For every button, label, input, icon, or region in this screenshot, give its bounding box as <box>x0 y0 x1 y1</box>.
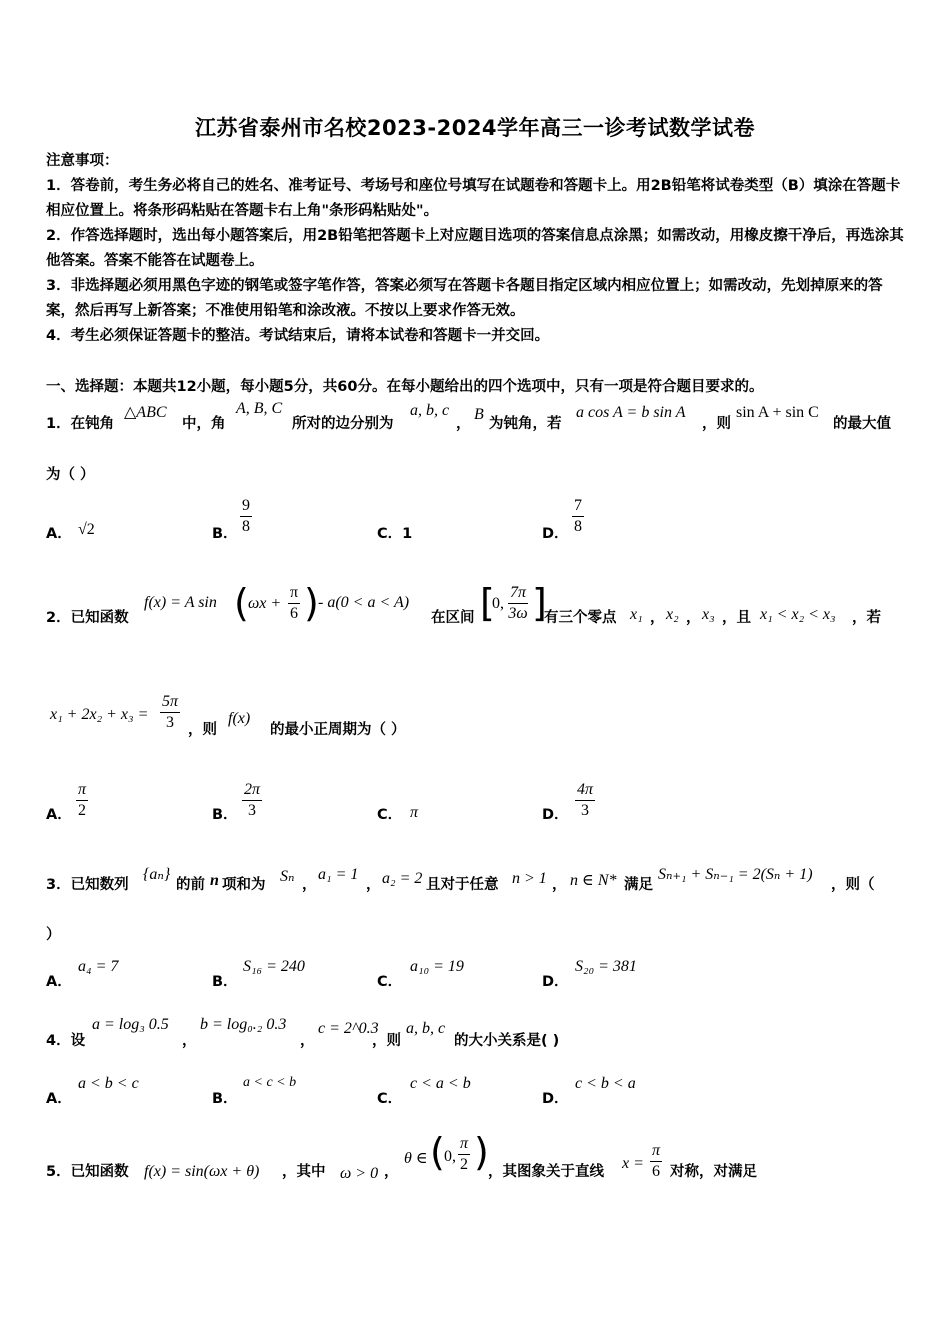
q2-option-a-num: π <box>76 780 88 801</box>
notice-item-4: 4．考生必须保证答题卡的整洁。考试结束后，请将本试卷和答题卡一并交回。 <box>46 328 550 344</box>
q3-text-5: ， <box>366 877 381 893</box>
q4-math-abc: a, b, c <box>406 1020 446 1037</box>
q2-paren-right: ) <box>304 581 319 625</box>
q5-paren-right: ) <box>474 1130 489 1174</box>
q3-text-4: ， <box>302 877 317 893</box>
q3-option-a-value: a₄ = 7 <box>78 958 119 975</box>
q2-math-x3: x₃ <box>702 606 715 623</box>
q2-text-9: 的最小正周期为（ ） <box>270 722 406 738</box>
q1-text-2: 中，角 <box>182 416 226 432</box>
q2-math-order: x₁ < x₂ < x₃ <box>760 606 836 623</box>
q4-text-4: ，则 <box>372 1033 401 1049</box>
q2-math-pi6 <box>288 583 300 624</box>
q5-text-2: ，其中 <box>282 1164 326 1180</box>
q1-option-d-label: D． <box>542 526 569 542</box>
q1-option-b-num: 9 <box>240 496 252 517</box>
q2-option-b-label: B． <box>212 807 238 823</box>
q2-option-b-num: 2π <box>242 780 262 801</box>
q2-math-pi6-num: π <box>288 583 300 604</box>
q4-text-3: ， <box>300 1033 315 1049</box>
q2-math-interval-num: 7π <box>508 583 528 604</box>
section-heading: 一、选择题：本题共12小题，每小题5分，共60分。在每小题给出的四个选项中，只有一项是符合题目要求的。 <box>46 379 764 395</box>
q2-option-a-den: 2 <box>78 802 86 819</box>
q3-math-a2: a₂ = 2 <box>382 870 423 887</box>
q4-option-c-value: c < a < b <box>410 1075 471 1092</box>
q5-math-interval-num: π <box>458 1134 470 1155</box>
q1-math-angles: A, B, C <box>236 400 283 417</box>
q1-math-triangle: △ABC <box>124 404 167 421</box>
q1-option-a-value: √2 <box>78 521 95 538</box>
q4-math-c: c = 2^0.3 <box>318 1020 379 1037</box>
q5-text-5: 对称，对满足 <box>670 1164 757 1180</box>
q2-option-d-label: D． <box>542 807 569 823</box>
q3-text-9: ，则（ <box>831 877 875 893</box>
q2-math-x1: x₁ <box>630 606 643 623</box>
q3-text-7: ， <box>552 877 567 893</box>
q5-math-interval-den: 2 <box>460 1156 468 1173</box>
q4-text-5: 的大小关系是( ) <box>454 1033 560 1049</box>
q4-math-b: b = log₀.₂ 0.3 <box>200 1016 287 1033</box>
q1-option-b-fraction <box>240 496 252 537</box>
q2-option-c-label: C． <box>377 807 403 823</box>
q5-math-axis-num: π <box>650 1141 662 1162</box>
q2-math-sum: x₁ + 2x₂ + x₃ = <box>50 706 149 723</box>
q1-text-4: ， <box>456 416 471 432</box>
q2-text-5: ， <box>686 610 701 626</box>
q2-option-a-fraction <box>76 780 88 821</box>
q2-text-8: ，则 <box>188 722 217 738</box>
q3-option-c-value: a₁₀ = 19 <box>410 958 464 975</box>
q2-math-sum-num: 5π <box>160 692 180 713</box>
q2-math-interval-start: 0, <box>492 595 504 612</box>
q3-option-d-label: D． <box>542 974 569 990</box>
q2-math-fx2: f(x) <box>228 710 251 727</box>
q3-math-n1: n > 1 <box>512 870 547 887</box>
q2-option-c-value: π <box>410 804 419 821</box>
q4-math-a: a = log₃ 0.5 <box>92 1016 169 1033</box>
notice-item-3: 3．非选择题必须用黑色字迹的钢笔或签字笔作答，答案必须写在答题卡各题目指定区域内相应位置上；如需改动，先划掉原来的答案，然后再写上新答案；不准使用铅笔和涂改液。不按以上要求作答无效。 <box>46 278 883 319</box>
q4-option-d-value: c < b < a <box>575 1075 636 1092</box>
q5-text-4: ，其图象关于直线 <box>488 1164 604 1180</box>
q2-math-fx: f(x) = A sin <box>144 594 217 611</box>
q2-bracket-left: [ <box>480 581 495 625</box>
q1-text-7: 的最大值 <box>833 416 891 432</box>
q1-option-d-fraction <box>572 496 584 537</box>
notice-item-1: 1．答卷前，考生务必将自己的姓名、准考证号、考场号和座位号填写在试题卷和答题卡上。用2B铅笔将试卷类型（B）填涂在答题卡相应位置上。将条形码粘贴在答题卡右上角"条形码粘贴处"。 <box>46 178 901 219</box>
q2-math-x2: x₂ <box>666 606 679 623</box>
q3-option-b-value: S₁₆ = 240 <box>243 958 305 975</box>
q5-text-3: ， <box>384 1164 399 1180</box>
q5-math-axis-frac <box>650 1141 662 1182</box>
q2-math-inner: ωx + <box>248 595 282 612</box>
q5-paren-left: ( <box>430 1130 445 1174</box>
q2-option-d-fraction <box>575 780 595 821</box>
notice-heading: 注意事项： <box>46 153 119 169</box>
q5-math-fx: f(x) = sin(ωx + θ) <box>144 1163 260 1180</box>
q1-option-d-den: 8 <box>574 518 582 535</box>
q1-text-1: 1．在钝角 <box>46 416 115 432</box>
q1-text-3: 所对的边分别为 <box>292 416 394 432</box>
q2-paren-left: ( <box>234 581 249 625</box>
q5-math-theta: θ ∈ <box>404 1150 428 1167</box>
q5-math-axis-den: 6 <box>652 1163 660 1180</box>
q3-text-10: ） <box>46 927 61 943</box>
q4-option-b-value: a < c < b <box>243 1075 297 1090</box>
q2-text-7: ，若 <box>852 610 881 626</box>
q2-bracket-right: ] <box>532 581 547 625</box>
q2-option-a-label: A． <box>46 807 72 823</box>
q3-math-sn: Sₙ <box>280 868 295 885</box>
q3-text-2: 的前 <box>176 877 205 893</box>
q3-option-d-value: S₂₀ = 381 <box>575 958 637 975</box>
q2-text-2: 在区间 <box>431 610 475 626</box>
q3-math-recurrence: Sₙ₊₁ + Sₙ₋₁ = 2(Sₙ + 1) <box>658 866 813 883</box>
q1-math-sides: a, b, c <box>410 402 450 419</box>
notice-item-2: 2．作答选择题时，选出每小题答案后，用2B铅笔把答题卡上对应题目选项的答案信息点涂黑；如需改动，用橡皮擦干净后，再选涂其他答案。答案不能答在试题卷上。 <box>46 228 904 269</box>
q3-text-3: 项和为 <box>222 877 266 893</box>
q1-option-a-label: A． <box>46 526 72 542</box>
q2-math-sum-den: 3 <box>166 714 174 731</box>
q2-text-1: 2．已知函数 <box>46 610 129 626</box>
q2-option-d-num: 4π <box>575 780 595 801</box>
q2-option-b-den: 3 <box>248 802 256 819</box>
q4-option-a-label: A． <box>46 1091 72 1107</box>
q4-text-1: 4．设 <box>46 1033 86 1049</box>
q1-text-5: 为钝角，若 <box>489 416 562 432</box>
q5-math-x: x = <box>622 1155 644 1172</box>
q2-option-b-fraction <box>242 780 262 821</box>
q3-math-n: n <box>210 872 219 889</box>
q3-option-a-label: A． <box>46 974 72 990</box>
q4-option-c-label: C． <box>377 1091 403 1107</box>
q2-math-interval-end <box>508 583 528 624</box>
q1-math-b: B <box>474 406 484 423</box>
q1-math-target: sin A + sin C <box>736 404 819 421</box>
q2-math-minus-a: - a(0 < a < A) <box>318 594 410 611</box>
q5-math-interval-end <box>458 1134 470 1175</box>
q4-option-b-label: B． <box>212 1091 238 1107</box>
q2-text-3: 有三个零点 <box>544 610 617 626</box>
q1-option-d-num: 7 <box>572 496 584 517</box>
q5-math-omega: ω > 0 <box>340 1165 379 1182</box>
q1-math-condition: a cos A = b sin A <box>576 404 686 421</box>
q5-math-interval-start: 0, <box>444 1148 456 1165</box>
q3-math-nN: n ∈ N* <box>570 872 617 889</box>
q2-text-4: ， <box>650 610 665 626</box>
q3-option-b-label: B． <box>212 974 238 990</box>
q3-option-c-label: C． <box>377 974 403 990</box>
exam-title: 江苏省泰州市名校2023-2024学年高三一诊考试数学试卷 <box>194 116 756 140</box>
q2-text-6: ，且 <box>722 610 751 626</box>
q4-option-a-value: a < b < c <box>78 1075 139 1092</box>
q3-math-a1: a₁ = 1 <box>318 866 359 883</box>
q2-option-d-den: 3 <box>581 802 589 819</box>
q1-text-6: ，则 <box>702 416 731 432</box>
q3-math-seq: {aₙ} <box>143 866 171 883</box>
q2-math-sum-frac <box>160 692 180 733</box>
q2-math-interval-den: 3ω <box>508 605 528 622</box>
q3-text-6: 且对于任意 <box>426 877 499 893</box>
q3-text-1: 3．已知数列 <box>46 877 129 893</box>
q1-option-b-label: B． <box>212 526 238 542</box>
q4-text-2: ， <box>182 1033 197 1049</box>
q4-option-d-label: D． <box>542 1091 569 1107</box>
q1-option-b-den: 8 <box>242 518 250 535</box>
q1-option-c: C．1 <box>377 526 413 542</box>
q5-text-1: 5．已知函数 <box>46 1164 129 1180</box>
q1-text-8: 为（ ） <box>46 467 95 483</box>
q2-math-pi6-den: 6 <box>290 605 299 622</box>
q3-text-8: 满足 <box>624 877 653 893</box>
